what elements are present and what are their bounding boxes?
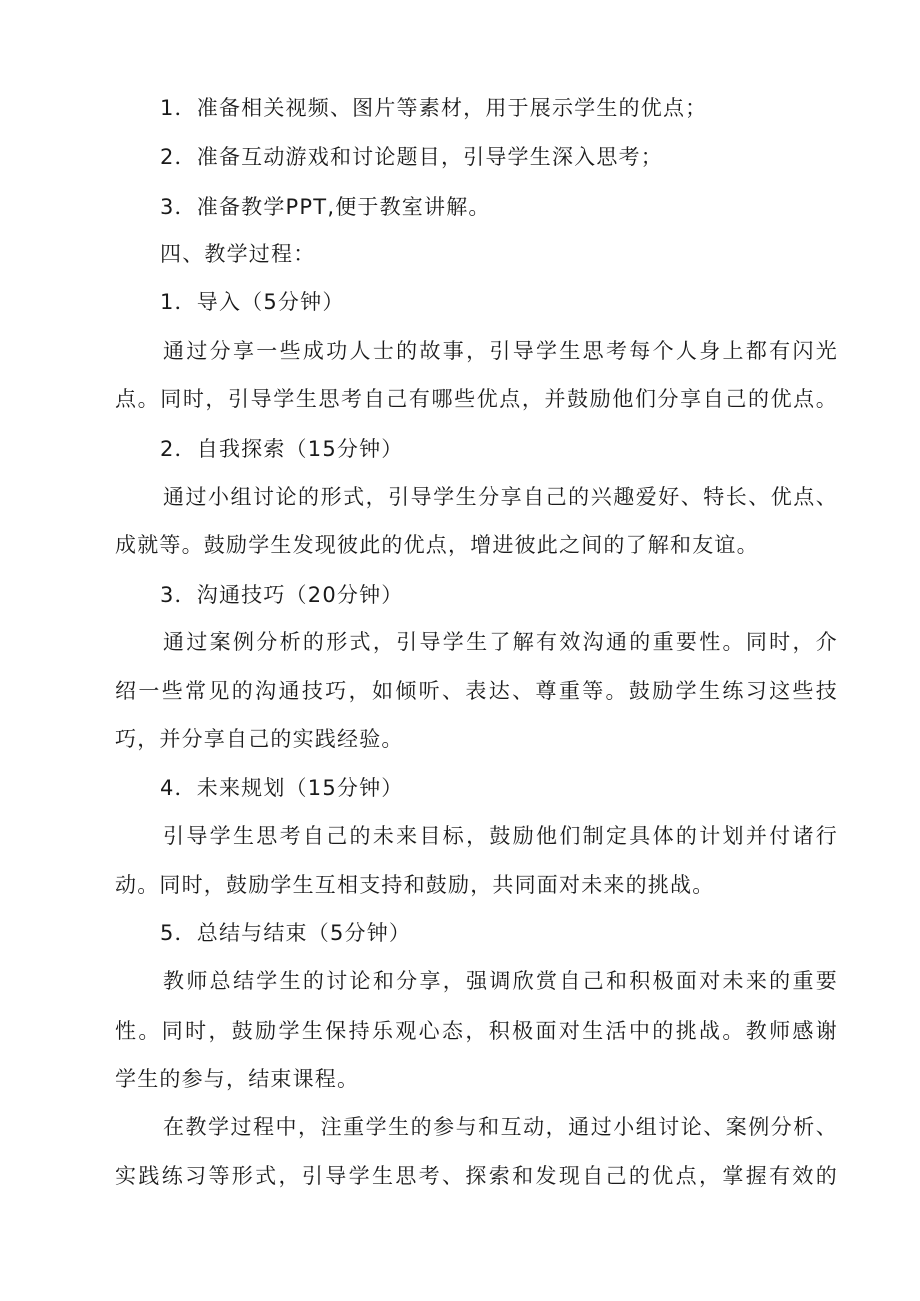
paragraph-line: 巧，并分享自己的实践经验。	[115, 727, 404, 751]
prep-item: 3．准备教学PPT,便于教室讲解。	[160, 195, 491, 219]
paragraph-line: 通过小组讨论的形式，引导学生分享自己的兴趣爱好、特长、优点、	[163, 485, 838, 509]
paragraph-line: 动。同时，鼓励学生互相支持和鼓励，共同面对未来的挑战。	[115, 873, 715, 897]
step-heading: 1．导入（5分钟）	[160, 290, 345, 314]
paragraph-line: 成就等。鼓励学生发现彼此的优点，增进彼此之间的了解和友谊。	[115, 533, 759, 557]
step-heading: 5．总结与结束（5分钟）	[160, 921, 412, 945]
paragraph-line: 通过分享一些成功人士的故事，引导学生思考每个人身上都有闪光	[163, 339, 838, 363]
prep-item: 1．准备相关视频、图片等素材，用于展示学生的优点；	[160, 96, 708, 120]
paragraph-line: 点。同时，引导学生思考自己有哪些优点，并鼓励他们分享自己的优点。	[115, 387, 838, 411]
step-heading: 2．自我探索（15分钟）	[160, 437, 404, 461]
paragraph-line: 实践练习等形式，引导学生思考、探索和发现自己的优点，掌握有效的	[115, 1164, 838, 1188]
step-heading: 3．沟通技巧（20分钟）	[160, 583, 404, 607]
prep-item: 2．准备互动游戏和讨论题目，引导学生深入思考；	[160, 145, 663, 169]
paragraph-line: 性。同时，鼓励学生保持乐观心态，积极面对生活中的挑战。教师感谢	[115, 1019, 838, 1043]
step-heading: 4．未来规划（15分钟）	[160, 776, 404, 800]
paragraph-line: 引导学生思考自己的未来目标，鼓励他们制定具体的计划并付诸行	[163, 824, 838, 848]
paragraph-line: 教师总结学生的讨论和分享，强调欣赏自己和积极面对未来的重要	[163, 969, 838, 993]
section-heading: 四、教学过程：	[160, 242, 316, 266]
paragraph-line: 学生的参与，结束课程。	[115, 1067, 360, 1091]
paragraph-line: 绍一些常见的沟通技巧，如倾听、表达、尊重等。鼓励学生练习这些技	[115, 679, 838, 703]
paragraph-line: 在教学过程中，注重学生的参与和互动，通过小组讨论、案例分析、	[163, 1115, 838, 1139]
paragraph-line: 通过案例分析的形式，引导学生了解有效沟通的重要性。同时，介	[163, 630, 838, 654]
